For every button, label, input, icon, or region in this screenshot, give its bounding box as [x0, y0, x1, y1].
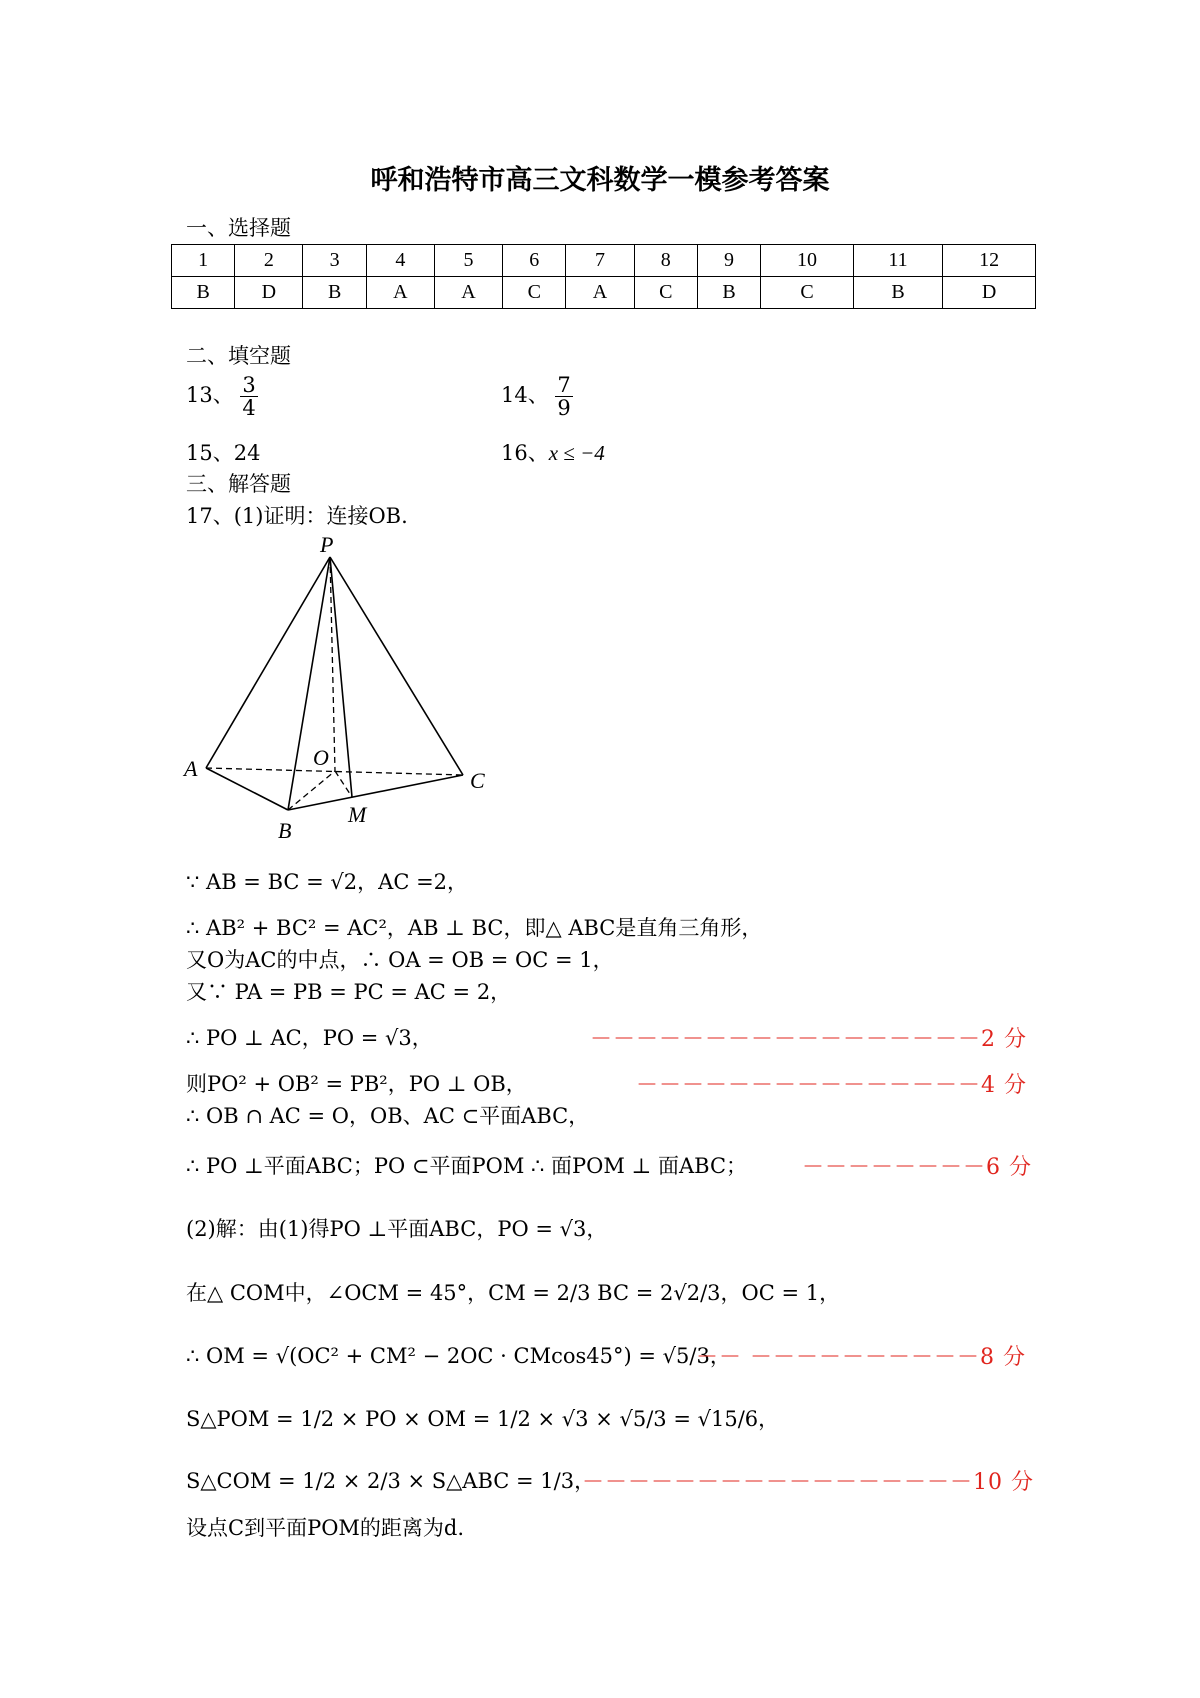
answer-cell: A	[566, 277, 634, 309]
label-O: O	[313, 745, 329, 770]
label-M: M	[348, 802, 367, 827]
proof-line-2: ∴ AB² + BC² = AC²，AB ⊥ BC，即△ ABC是直角三角形，	[186, 916, 763, 940]
table-row-numbers	[172, 245, 1036, 277]
question-number-cell: 3	[303, 245, 366, 277]
score-10: －－－－－－－－－－－－－－－－－10 分	[582, 1470, 1034, 1495]
proof-line-14: 设点C到平面POM的距离为d.	[186, 1516, 465, 1540]
answer-15: 15、24	[186, 441, 261, 465]
proof-line-3: 又O为AC的中点，∴ OA = OB = OC = 1，	[186, 948, 614, 972]
label-P: P	[320, 532, 334, 557]
edge-PA	[206, 557, 330, 768]
question-number-cell: 4	[366, 245, 434, 277]
pyramid-figure	[170, 530, 510, 850]
score-8: －－ －－－－－－－－－－8 分	[696, 1345, 1026, 1370]
answer-cell: C	[634, 277, 697, 309]
question-number-cell: 9	[697, 245, 760, 277]
answer-cell: B	[697, 277, 760, 309]
answer-cell: C	[503, 277, 566, 309]
section-choice-heading: 一、选择题	[186, 216, 291, 240]
edge-OB-hidden	[288, 771, 335, 810]
answer-cell: A	[366, 277, 434, 309]
section-fill-heading: 二、填空题	[186, 344, 291, 368]
proof-line-4: 又∵ PA = PB = PC = AC = 2，	[186, 980, 512, 1004]
question-number-cell: 8	[634, 245, 697, 277]
answer-cell: D	[943, 277, 1036, 309]
answer-cell: B	[303, 277, 366, 309]
answer-14: 14、 $\frac{7}{9}$	[501, 373, 571, 421]
question-number-cell: 1	[172, 245, 235, 277]
answer-16: 16、x ≤ −4	[501, 441, 605, 465]
answer-cell: A	[434, 277, 502, 309]
score-4: －－－－－－－－－－－－－－－4 分	[636, 1073, 1027, 1098]
proof-line-7: ∴ OB ∩ AC = O，OB、AC ⊂平面ABC，	[186, 1104, 590, 1128]
question-number-cell: 7	[566, 245, 634, 277]
fraction-13: $\frac{3}{4}$	[242, 373, 256, 421]
question-number-cell: 11	[853, 245, 942, 277]
label-B: B	[278, 818, 292, 843]
score-2: －－－－－－－－－－－－－－－－－2 分	[590, 1027, 1027, 1052]
proof-line-6: 则PO² + OB² = PB²，PO ⊥ OB，	[186, 1072, 527, 1096]
proof-line-1: ∵ AB = BC = √2，AC =2，	[186, 870, 469, 894]
choice-answer-table	[171, 244, 1036, 309]
page-title: 呼和浩特市高三文科数学一模参考答案	[370, 165, 830, 196]
answer-cell: B	[172, 277, 235, 309]
q17-intro: 17、(1)证明：连接OB.	[186, 504, 408, 528]
label-C: C	[470, 768, 485, 793]
label-A: A	[184, 756, 198, 781]
edge-BC	[288, 775, 463, 810]
question-number-cell: 6	[503, 245, 566, 277]
proof-line-5: ∴ PO ⊥ AC，PO = √3，	[186, 1026, 433, 1050]
question-number-cell: 12	[943, 245, 1036, 277]
edge-PC	[330, 557, 463, 775]
proof-line-11: ∴ OM = √(OC² + CM² − 2OC · CMcos45°) = √5/3，	[186, 1344, 731, 1368]
table-row-answers	[172, 277, 1036, 309]
edge-AB	[206, 768, 288, 810]
proof-line-10: 在△ COM中，∠OCM = 45°，CM = 2/3 BC = 2√2/3，OC = 1，	[186, 1281, 841, 1305]
answer-13: 13、 $\frac{3}{4}$	[186, 373, 256, 421]
fraction-14: $\frac{7}{9}$	[557, 373, 571, 421]
proof-line-12: S△POM = 1/2 × PO × OM = 1/2 × √3 × √5/3 = √15/6，	[186, 1407, 780, 1431]
proof-line-9: (2)解：由(1)得PO ⊥平面ABC，PO = √3，	[186, 1217, 608, 1241]
answer-cell: D	[235, 277, 303, 309]
edge-PB	[288, 557, 330, 810]
score-6: －－－－－－－－6 分	[802, 1155, 1032, 1180]
question-number-cell: 10	[761, 245, 854, 277]
question-number-cell: 2	[235, 245, 303, 277]
proof-line-8: ∴ PO ⊥平面ABC；PO ⊂平面POM ∴ 面POM ⊥ 面ABC；	[186, 1154, 748, 1178]
question-number-cell: 5	[434, 245, 502, 277]
answer-cell: C	[761, 277, 854, 309]
proof-line-13: S△COM = 1/2 × 2/3 × S△ABC = 1/3，	[186, 1469, 596, 1493]
answer-cell: B	[853, 277, 942, 309]
section-solve-heading: 三、解答题	[186, 472, 291, 496]
